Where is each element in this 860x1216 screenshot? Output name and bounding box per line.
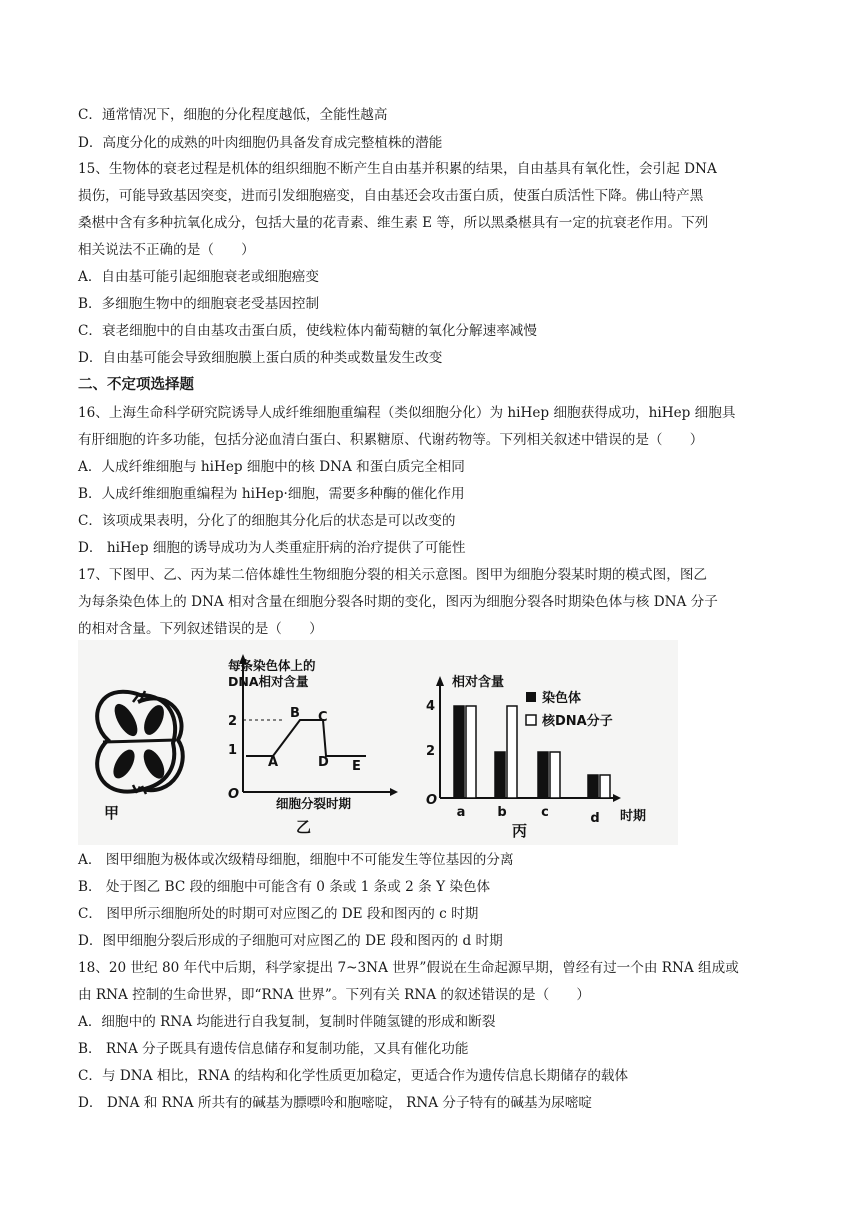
section-2-heading: 二、不定项选择题 xyxy=(78,377,194,393)
q18-option-a: A．细胞中的 RNA 均能进行自我复制，复制时伴随氢键的形成和断裂 xyxy=(78,1014,496,1030)
chromosome-1 xyxy=(110,700,142,739)
q18-option-c: C．与 DNA 相比，RNA 的结构和化学性质更加稳定，更适合作为遗传信息长期储存的载体 xyxy=(78,1068,629,1084)
cell-division-furrow xyxy=(103,740,176,742)
yi-point-a: A xyxy=(268,755,279,770)
legend-swatch-chromosome xyxy=(526,692,536,702)
q15-option-d: D．自由基可能会导致细胞膜上蛋白质的种类或数量发生改变 xyxy=(78,350,443,366)
yi-point-c: C xyxy=(318,710,328,725)
bar-chart-bing xyxy=(426,674,646,840)
bing-x-label: 时期 xyxy=(620,809,647,824)
bar-a-chromosome xyxy=(454,706,464,798)
bing-category-d: d xyxy=(590,811,600,826)
legend-label-dna: 核DNA分子 xyxy=(542,714,613,729)
q17-option-a: A． 图甲细胞为极体或次级精母细胞，细胞中不可能发生等位基因的分离 xyxy=(78,852,514,868)
bing-category-a: a xyxy=(456,805,466,820)
yi-data-line xyxy=(246,720,366,756)
bar-d-dna xyxy=(600,775,610,798)
bing-category-c: c xyxy=(541,805,549,820)
yi-caption: 乙 xyxy=(296,818,312,836)
option-d-prev: D．高度分化的成熟的叶肉细胞仍具备发育成完整植株的潜能 xyxy=(78,135,443,151)
q15-stem-line-1: 15、生物体的衰老过程是机体的组织细胞不断产生自由基并积累的结果，自由基具有氧化性，会引起 DNA xyxy=(78,161,717,177)
yi-y-tick-2: 2 xyxy=(228,714,238,729)
q17-option-d: D．图甲细胞分裂后形成的子细胞可对应图乙的 DE 段和图丙的 d 时期 xyxy=(78,933,503,949)
q16-stem-line-1: 16、上海生命科学研究院诱导人成纤维细胞重编程（类似细胞分化）为 hiHep 细胞获得成功，hiHep 细胞具 xyxy=(78,405,736,421)
yi-x-axis-arrow xyxy=(390,788,398,796)
bing-y-label: 相对含量 xyxy=(452,675,505,690)
yi-point-b: B xyxy=(290,706,300,721)
q18-option-d: D． DNA 和 RNA 所共有的碱基为膘嘌呤和胞嘧啶， RNA 分子特有的碱基为尿嘧啶 xyxy=(78,1095,592,1111)
q17-figure xyxy=(78,640,678,845)
bing-origin: O xyxy=(426,793,438,808)
bar-b-chromosome xyxy=(495,752,505,798)
legend-label-chromosome: 染色体 xyxy=(542,691,582,706)
yi-y-label-line-2: DNA相对含量 xyxy=(228,674,309,689)
bar-a-dna xyxy=(466,706,476,798)
q18-option-b: B． RNA 分子既具有遗传信息储存和复制功能，又具有催化功能 xyxy=(78,1041,469,1057)
bar-b-dna xyxy=(507,706,517,798)
chromosome-3 xyxy=(109,746,139,782)
yi-x-label: 细胞分裂时期 xyxy=(276,796,352,811)
legend-swatch-dna xyxy=(526,715,536,725)
q17-stem-line-1: 17、下图甲、乙、丙为某二倍体雄性生物细胞分裂的相关示意图。图甲为细胞分裂某时期的模式图，图乙 xyxy=(78,567,708,583)
bar-d-chromosome xyxy=(588,775,598,798)
yi-y-label-line-1: 每条染色体上的 xyxy=(228,658,316,673)
q17-option-b: B． 处于图乙 BC 段的细胞中可能含有 0 条或 1 条或 2 条 Y 染色体 xyxy=(78,879,491,895)
q17-stem-line-3: 的相对含量。下列叙述错误的是（ ） xyxy=(78,621,323,637)
bing-x-axis-arrow xyxy=(613,794,621,802)
q16-option-a: A．人成纤维细胞与 hiHep 细胞中的核 DNA 和蛋白质完全相同 xyxy=(78,459,465,475)
q15-option-b: B．多细胞生物中的细胞衰老受基因控制 xyxy=(78,296,320,312)
q15-stem-line-2: 损伤，可能导致基因突变，进而引发细胞癌变，自由基还会攻击蛋白质，使蛋白质活性下降。佛山特产黑 xyxy=(78,188,704,204)
figure-jia-label: 甲 xyxy=(104,804,120,822)
yi-point-e: E xyxy=(352,759,361,774)
q16-option-b: B．人成纤维细胞重编程为 hiHep·细胞，需要多种酶的催化作用 xyxy=(78,486,465,502)
bing-y-axis-arrow xyxy=(436,676,444,686)
bing-y-tick-4: 4 xyxy=(426,699,436,714)
q15-stem-line-4: 相关说法不正确的是（ ） xyxy=(78,242,255,258)
bing-y-tick-2: 2 xyxy=(426,744,436,759)
q18-stem-line-2: 由 RNA 控制的生命世界，即“RNA 世界”。下列有关 RNA 的叙述错误的是（ ） xyxy=(78,987,590,1003)
q16-option-c: C．该项成果表明，分化了的细胞其分化后的状态是可以改变的 xyxy=(78,513,456,529)
bing-category-labels xyxy=(457,805,600,826)
q17-option-c: C． 图甲所示细胞所处的时期可对应图乙的 DE 段和图丙的 c 时期 xyxy=(78,906,479,922)
q18-stem-line-1: 18、20 世纪 80 年代中后期，科学家提出 7~3NA 世界”假说在生命起源早期，曾经有过一个由 RNA 组成或 xyxy=(78,960,739,976)
q15-option-a: A．自由基可能引起细胞衰老或细胞癌变 xyxy=(78,269,319,285)
option-c-prev: C．通常情况下，细胞的分化程度越低，全能性越高 xyxy=(78,107,388,123)
bing-category-b: b xyxy=(497,805,507,820)
chromosome-2 xyxy=(140,702,168,738)
yi-origin: O xyxy=(228,787,240,802)
q15-stem-line-3: 桑椹中含有多种抗氧化成分，包括大量的花青素、维生素 E 等，所以黑桑椹具有一定的抗衰老作用。下列 xyxy=(78,215,709,231)
q15-option-c: C．衰老细胞中的自由基攻击蛋白质，使线粒体内葡萄糖的氧化分解速率减慢 xyxy=(78,323,537,339)
yi-y-tick-1: 1 xyxy=(228,743,238,758)
bar-c-dna xyxy=(550,752,560,798)
q17-stem-line-2: 为每条染色体上的 DNA 相对含量在细胞分裂各时期的变化，图丙为细胞分裂各时期染色体与核 DNA 分子 xyxy=(78,594,718,610)
cell-diagram-jia xyxy=(97,691,183,822)
bar-c-chromosome xyxy=(538,752,548,798)
q17-figure-svg xyxy=(78,640,678,845)
q16-option-d: D． hiHep 细胞的诱导成功为人类重症肝病的治疗提供了可能性 xyxy=(78,540,466,556)
line-chart-yi xyxy=(228,654,398,836)
q16-stem-line-2: 有肝细胞的许多功能，包括分泌血清白蛋白、积累糖原、代谢药物等。下列相关叙述中错误的是（ ） xyxy=(78,432,704,448)
yi-point-d: D xyxy=(318,755,329,770)
bing-caption: 丙 xyxy=(512,822,528,840)
